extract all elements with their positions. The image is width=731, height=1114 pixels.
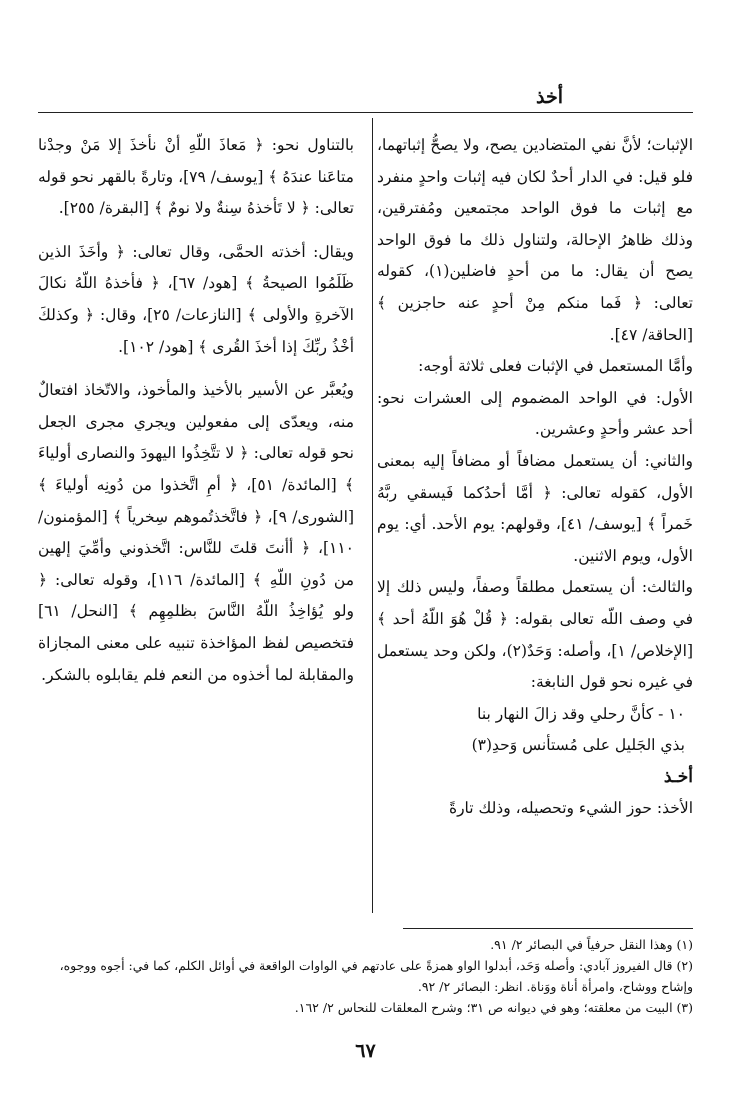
page-number: ٦٧ <box>355 1040 376 1062</box>
footnote: (٢) قال الفيروز آبادي: وأصله وَحَد، أبدلوا الواو همزةً على عادتهم في الواوات الواقعة في أوائل الكلم، كما في: أجوه ووجوه، وإشاح ووشاح، وامرأة أناة ووَناة. انظر: البصائر ٢/ ٩٢. <box>59 958 693 994</box>
footnotes <box>38 934 693 1018</box>
paragraph: بالتناول نحو: ﴿ مَعاذَ اللّهِ أنْ نأخذَ إلا مَنْ وجدْنا متاعَنا عندَهُ ﴾ [يوسف/ ٧٩]، وتارةً بالقهر نحو قوله تعالى: ﴿ لا تَأخذهُ سِنةٌ ولا نومٌ ﴾ [البقرة/ ٢٥٥]. <box>38 136 354 218</box>
footnote: (٣) البيت من معلقته؛ وهو في ديوانه ص ٣١؛ وشرح المعلقات للنحاس ٢/ ١٦٢. <box>294 1000 693 1015</box>
footnote: (١) وهذا النقل حرفياً في البصائر ٢/ ٩١. <box>490 937 693 952</box>
verse-line: بذي الجَليل على مُستأنس وَحدِ(٣) <box>471 736 685 755</box>
verse-line: ١٠ - كأنَّ رحلي وقد زالَ النهار بنا <box>477 704 685 723</box>
section-heading: أخـذ <box>663 766 693 787</box>
paragraph: الإثبات؛ لأنَّ نفي المتضادين يصح، ولا يصحُّ إثباتهما، فلو قيل: في الدار أحدٌ لكان فيه إثبات واحدٍ منفرد مع إثبات ما فوق الواحد مجتمعين ومُفترقين، وذلك ظاهرُ الإحالة، ولتناول ذلك ما فوق الواحد يصح أن يقال: ما من أحدٍ فاضلين(١)، كقوله تعالى: ﴿ فَما منكم مِنْ أحدٍ عنه حاجزين ﴾ [الحاقة/ ٤٧]. <box>377 136 693 344</box>
page-header-title: أخذ <box>536 86 563 108</box>
paragraph: والثاني: أن يستعمل مضافاً أو مضافاً إليه بمعنى الأول، كقوله تعالى: ﴿ أمَّا أحدُكما فَيسقي ربَّهُ خَمراً ﴾ [يوسف/ ٤١]، وقولهم: يوم الأحد. أي: يوم الأول، ويوم الاثنين. <box>377 451 693 565</box>
paragraph: والثالث: أن يستعمل مطلقاً وصفاً، وليس ذلك إلا في وصف اللّه تعالى بقوله: ﴿ قُلْ هُوَ اللّهُ أحد ﴾ [الإخلاص/ ١]، وأصله: وَحَدٌ(٢)، ولكن وحد يستعمل في غيره نحو قول النابغة: <box>377 578 693 692</box>
paragraph: الأول: في الواحد المضموم إلى العشرات نحو: أحد عشر وأحدٍ وعشرين. <box>377 388 693 439</box>
paragraph: ويُعبَّر عن الأسير بالأخيذ والمأخوذ، والاتّخاذ افتعالٌ منه، ويعدّى إلى مفعولين ويجري مجرى الجعل نحو قوله تعالى: ﴿ لا تتَّخِذُوا اليهودَ والنصارى أولياءَ ﴾ [المائدة/ ٥١]، ﴿ أمِ اتَّخذوا من دُونِه أولياءَ ﴾ [الشورى/ ٩]، ﴿ فاتَّخذتُموهم سِخرياً ﴾ [المؤمنون/ ١١٠]، ﴿ أأنتَ قلتَ للنَّاس: اتَّخذوني وأمِّيَ إلهين من دُونِ اللّهِ ﴾ [المائدة/ ١١٦]، وقوله تعالى: ﴿ ولو يُؤاخِذُ اللّهُ النَّاسَ بظلمِهِم ﴾ [النحل/ ٦١] فتخصيص لفظ المؤاخذة تنبيه على معنى المجازاة والمقابلة لما أخذوه من النعم فلم يقابلوه بالشكر. <box>38 381 354 684</box>
right-column <box>377 130 693 825</box>
paragraph: ويقال: أخذته الحمَّى، وقال تعالى: ﴿ وأخَذَ الذين ظَلَمُوا الصيحةُ ﴾ [هود/ ٦٧]، ﴿ فأخذهُ اللّهُ نكالَ الآخرةِ والأولى ﴾ [النازعات/ ٢٥]، وقال: ﴿ وكذلكَ أخْذُ ربِّكَ إذا أخذَ القُرى ﴾ [هود/ ١٠٢]. <box>38 242 354 356</box>
column-divider <box>372 118 373 913</box>
paragraph: الأخذ: حوز الشيء وتحصيله، وذلك تارةً <box>448 799 693 818</box>
left-column <box>38 130 354 691</box>
header-rule <box>38 112 693 113</box>
footnote-rule <box>403 928 693 929</box>
paragraph: وأمَّا المستعمل في الإثبات فعلى ثلاثة أوجه: <box>418 357 693 376</box>
